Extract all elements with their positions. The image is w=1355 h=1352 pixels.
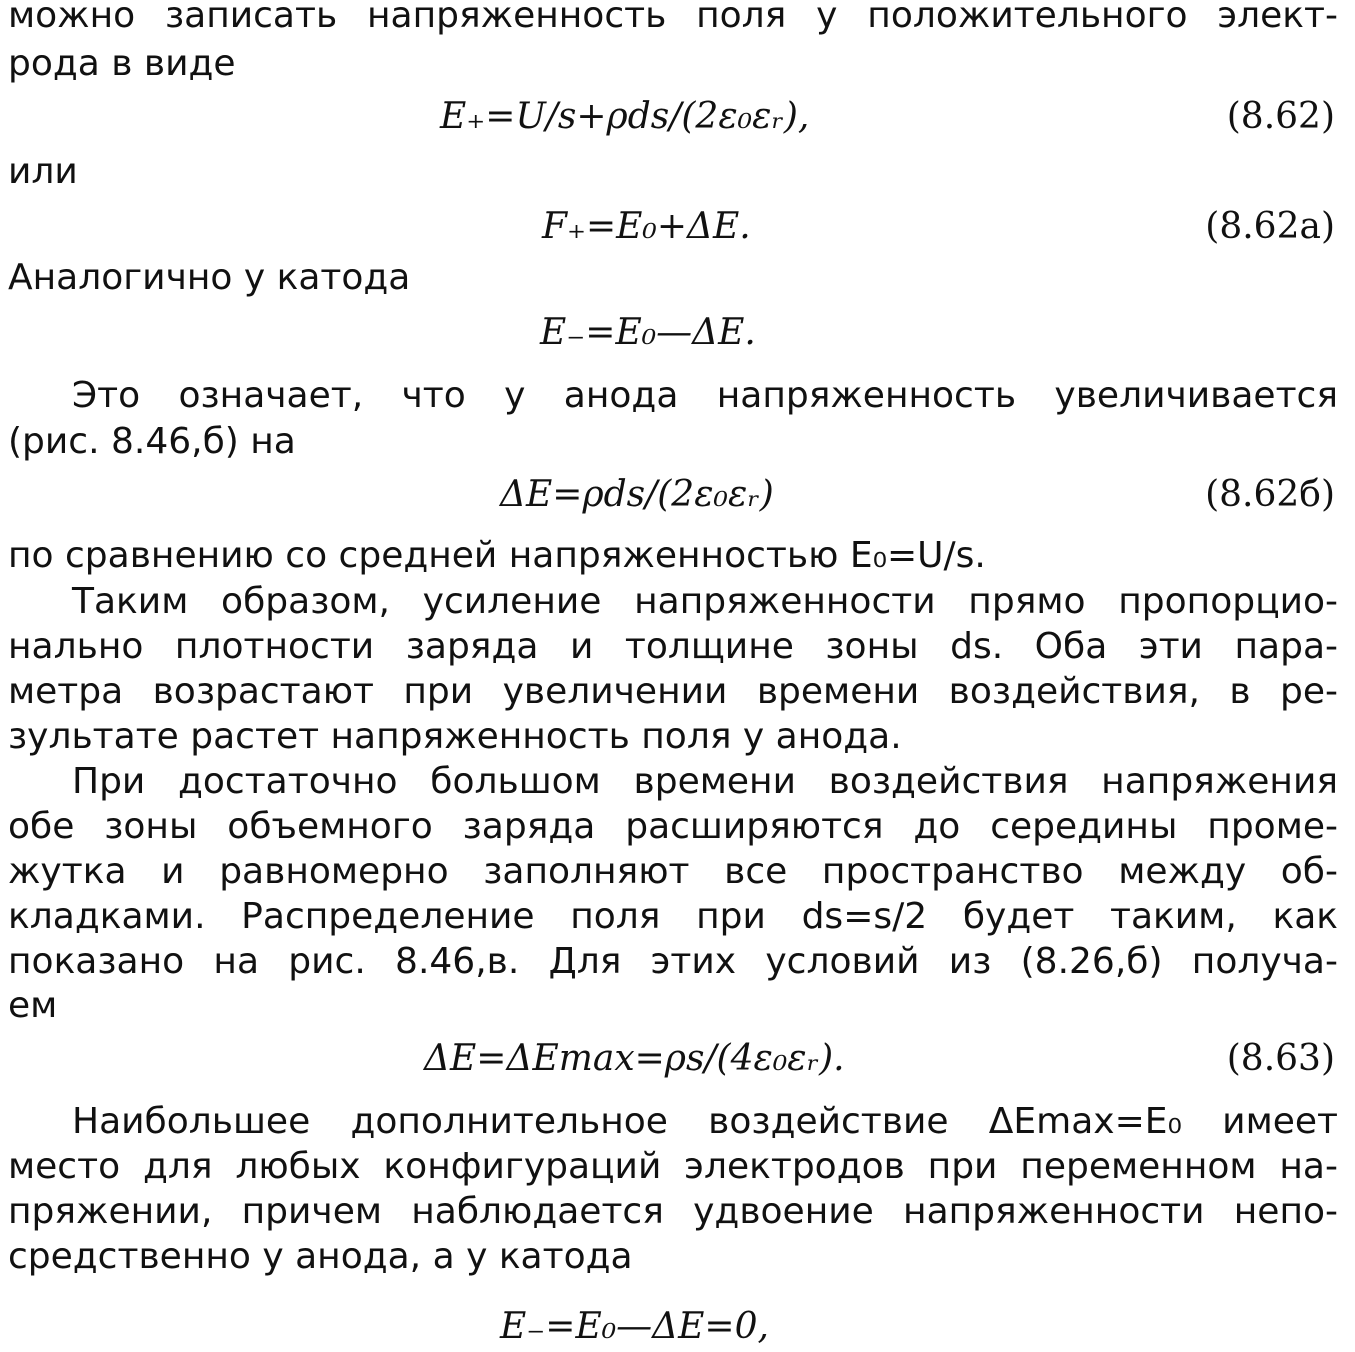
text-line: место для любых конфигураций электродов при переменном на- bbox=[8, 1146, 1338, 1187]
text-line: пряжении, причем наблюдается удвоение напряженности непо- bbox=[8, 1191, 1338, 1232]
equation-number: (8.63) bbox=[1226, 1038, 1335, 1079]
text-line: по сравнению со средней напряженностью E₀=U/s. bbox=[8, 535, 986, 576]
text-line: показано на рис. 8.46,в. Для этих условий из (8.26,б) получа- bbox=[8, 941, 1338, 982]
equation-expression: E₊=U/s+ρds/(2ε₀εᵣ), bbox=[440, 96, 810, 137]
text-line: Наибольшее дополнительное воздействие ΔEmax=E₀ имеет bbox=[72, 1101, 1338, 1142]
text-line: Таким образом, усиление напряженности прямо пропорцио- bbox=[72, 581, 1338, 622]
text-line: (рис. 8.46,б) на bbox=[8, 421, 296, 462]
equation-expression: F₊=E₀+ΔE. bbox=[542, 206, 751, 247]
text-line: кладками. Распределение поля при ds=s/2 будет таким, как bbox=[8, 896, 1338, 937]
text-line: жутка и равномерно заполняют все пространство между об- bbox=[8, 851, 1338, 892]
text-line: ем bbox=[8, 985, 58, 1026]
equation-expression: ΔE=ΔEmax=ρs/(4ε₀εᵣ). bbox=[424, 1038, 845, 1079]
text-line: При достаточно большом времени воздействия напряжения bbox=[72, 761, 1338, 802]
equation-number: (8.62а) bbox=[1205, 206, 1335, 247]
equation-cathode-zero bbox=[0, 1302, 1355, 1352]
equation-expression: E₋=E₀—ΔE. bbox=[540, 312, 756, 353]
text-line: Аналогично у катода bbox=[8, 257, 411, 298]
equation-8-62 bbox=[0, 92, 1355, 142]
text-line: или bbox=[8, 151, 78, 192]
equation-number: (8.62) bbox=[1226, 96, 1335, 137]
text-line: рода в виде bbox=[8, 43, 236, 84]
equation-8-63 bbox=[0, 1034, 1355, 1084]
equation-expression: E₋=E₀—ΔE=0, bbox=[500, 1306, 769, 1347]
text-line: метра возрастают при увеличении времени воздействия, в ре- bbox=[8, 671, 1338, 712]
equation-number: (8.62б) bbox=[1205, 474, 1335, 515]
text-line: можно записать напряженность поля у положительного элект- bbox=[8, 0, 1338, 36]
text-line: средственно у анода, а у катода bbox=[8, 1236, 633, 1277]
equation-cathode bbox=[0, 308, 1355, 358]
equation-8-62a bbox=[0, 202, 1355, 252]
equation-expression: ΔE=ρds/(2ε₀εᵣ) bbox=[500, 474, 774, 515]
text-line: Это означает, что у анода напряженность увеличивается bbox=[72, 375, 1338, 416]
text-line: обе зоны объемного заряда расширяются до середины проме- bbox=[8, 806, 1338, 847]
text-line: зультате растет напряженность поля у анода. bbox=[8, 716, 902, 757]
equation-8-62b bbox=[0, 470, 1355, 520]
text-line: нально плотности заряда и толщине зоны ds. Оба эти пара- bbox=[8, 626, 1338, 667]
